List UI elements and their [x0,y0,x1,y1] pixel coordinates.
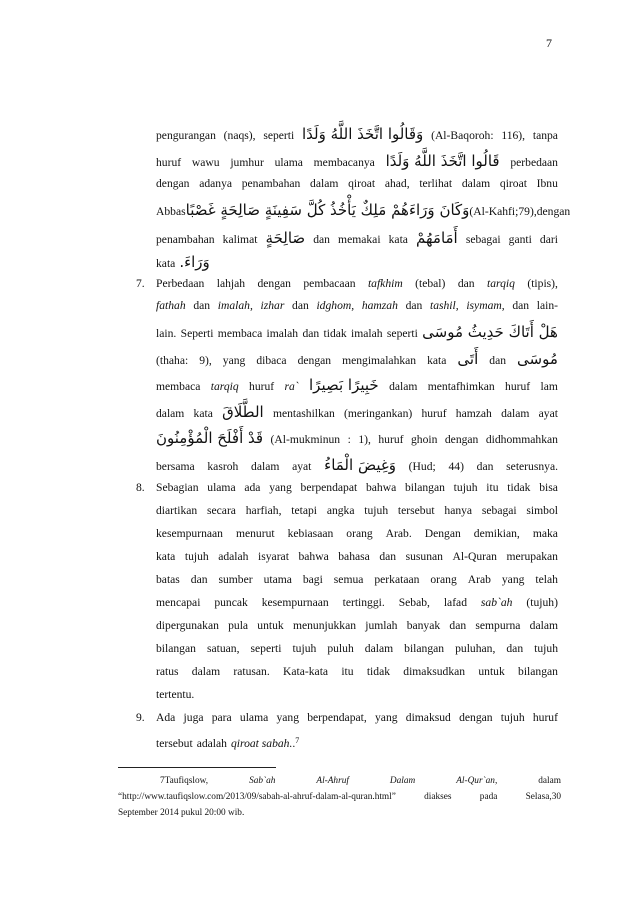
word: mentafhimkan [427,380,495,393]
word: 116), [501,129,526,142]
word: utama [263,573,292,586]
word: Perbedaan [156,277,205,290]
word: lain- [536,299,558,312]
word: dalam [156,407,185,420]
word: dan [405,299,423,312]
word: ulama [207,481,236,494]
word: lain. [156,327,177,340]
word: untuk [478,665,505,678]
word: dan [193,299,211,312]
word: yang [222,354,246,367]
word: tertinggi. [342,596,385,609]
text-line [156,402,558,422]
list-number: 9. [136,711,145,724]
word: dipergunakan [156,619,219,632]
text-line [156,593,558,613]
word: tidak [323,327,347,340]
text-line [156,708,558,728]
text-line [156,478,558,498]
word: membaca [156,380,201,393]
word: bisa [539,481,558,494]
word: Kata-kata [283,665,329,678]
word: ayat [538,407,558,420]
word: sebagai [481,504,517,517]
text-line [156,252,558,272]
word: imalah [351,327,383,340]
word: dibaca [256,354,287,367]
word: tujuh [500,711,525,724]
word: (Hud; [408,460,436,473]
word: (naqs), [223,129,256,142]
word: tersebut [156,737,193,750]
word: dalam [501,407,530,420]
word: Ada [156,711,176,724]
word: kasroh [207,460,239,473]
word: memakai [338,233,381,246]
word: dengan [536,205,571,218]
word: untuk [257,619,284,632]
text-line [156,616,558,636]
word: semua [333,573,364,586]
word: ahad, [384,177,410,190]
word: bahasa [338,550,370,563]
word: dalam [461,177,491,190]
word: kalimat [222,233,258,246]
word: 79), [518,205,537,218]
word: bilangan [404,481,445,494]
word: (tujuh) [526,596,558,609]
word: dimaksudkan [403,665,466,678]
word: qiroat [348,177,376,190]
word: dan [476,460,494,473]
word: qiroat [499,177,527,190]
word: merupakan [506,550,558,563]
arabic-verse: خَبِيرًا بَصِيرًا [309,376,379,394]
word: imalah, [217,299,253,312]
word: dan [506,642,524,655]
word: qiroat sabah..$^7$ [230,736,300,750]
word: batas [156,573,180,586]
text-line [156,455,558,475]
footnote-ref: 7 [295,736,300,745]
word: mencapai [156,596,201,609]
word: ada [244,481,261,494]
text-line [156,428,558,448]
arabic-word: أَمَامَهُمْ [416,229,458,247]
word: tashil, [429,299,459,312]
word: susunan [405,550,443,563]
word: Sab`ah [249,776,276,786]
text-line [156,322,558,342]
word: dimaksud [405,711,451,724]
word: 7Taufiqslow, [160,776,209,786]
word: (thaha: [156,354,189,367]
text-line [156,639,558,659]
word: angka [326,504,355,517]
word: yang [501,573,525,586]
text-line [156,547,558,567]
word: seperti [386,327,418,340]
word: bahwa [298,550,329,563]
word: (Al-mukminun [270,433,341,446]
word: ghoin [410,433,438,446]
word: dalam [529,619,558,632]
word: izhar [260,299,285,312]
word: berpendapat, [307,711,367,724]
arabic-verse: وَقَالُوا اتَّخَذَ اللَّهُ وَلَدًا [302,125,424,143]
word: ulama [239,711,269,724]
word: demikian, [473,527,520,540]
word: kesempurnaan [261,596,329,609]
word: Seperti [180,327,214,340]
word: pengurangan [156,129,216,142]
word: perbedaan [510,156,558,169]
word: Arab [467,573,491,586]
word: yang [269,481,292,494]
word: huruf [505,380,531,393]
word: Al-Qur`an, [456,776,498,786]
word: sempurna [475,619,521,632]
word: huruf [249,380,275,393]
word: Dengan [424,527,461,540]
word: dan [302,327,320,340]
word: dengan [257,277,291,290]
word: tarqiq [487,277,515,290]
word: dan [512,299,530,312]
word: adalah [196,737,227,750]
text-line [156,349,558,369]
word: bahwa [365,481,397,494]
word: Selasa,30 [525,792,561,802]
word: Ibnu [536,177,558,190]
word: jumhur [230,156,264,169]
arabic-verse: قَالُوا اتَّخَذَ اللَّهُ وَلَدًا [385,152,500,170]
word: September 2014 pukul 20:00 wib. [118,808,245,818]
list-number: 7. [136,277,145,290]
word: puluh [327,642,354,655]
word: Al-Quran [452,550,497,563]
word: huruf [378,433,404,446]
word: qiroat sabah. [230,737,293,750]
word: didhommahkan [485,433,558,446]
word: dan [379,550,397,563]
arabic-word: أَتَى [457,350,479,368]
arabic-word: الطَّلَاقَ [222,403,264,421]
word: terlihat [419,177,453,190]
word: huruf [421,407,447,420]
word: tetapi [291,504,318,517]
arabic-verse: وَغِيضَ الْمَاءُ [324,456,396,474]
word: Abbas [156,205,186,218]
text-line [156,200,571,220]
word: kata [388,233,408,246]
arabic-verse: هَلْ أَتَاكَ حَدِيثُ مُوسَى [422,323,558,341]
arabic-word: صَالِحَةٍ [265,229,306,247]
word: diartikan [156,504,198,517]
word: kata [427,354,447,367]
word: imalah [266,327,299,340]
text-line [156,296,558,316]
word: dan [489,354,507,367]
text-line [156,570,558,590]
text-line [156,375,558,395]
word: mentashilkan [272,407,335,420]
word: sebagai [465,233,501,246]
word: diakses [424,792,452,802]
word: isymam, [466,299,505,312]
word: idghom, [316,299,355,312]
word: tujuh [534,642,558,655]
word: kata [156,257,176,270]
word: menurut [235,527,275,540]
text-line [156,151,558,171]
word: telah [535,573,558,586]
word: membaca [217,327,263,340]
word: penambahan [241,177,301,190]
word: yang [276,711,299,724]
word: bilangan [404,642,445,655]
word: lahjah [216,277,246,290]
word: pada [479,792,498,802]
word: Sebab, [398,596,430,609]
word: juga [183,711,204,724]
word: : [347,433,351,446]
word: itu [486,481,499,494]
word: hamzah [361,299,398,312]
word: dan [190,573,208,586]
word: dalam [364,642,394,655]
word: dalam [191,665,221,678]
word: ulama [274,156,303,169]
word: harfiah, [245,504,282,517]
word: 44) [448,460,464,473]
footnote-line [160,773,561,789]
word: dan [449,619,467,632]
word: tujuh [364,504,389,517]
word: dengan [297,354,332,367]
word: lam [540,380,558,393]
word: bersama [156,460,195,473]
word: orang [346,527,373,540]
word: banyak [406,619,441,632]
word: satuan, [206,642,240,655]
word: para [211,711,232,724]
word: bilangan [156,642,196,655]
word: bagi [302,573,323,586]
word: dalam [538,776,561,786]
word: dalam [310,177,339,190]
word: (tipis), [527,277,558,290]
arabic-verse: قَدْ أَفْلَحَ الْمُؤْمِنُونَ [156,429,264,447]
word: membacanya [313,156,375,169]
word: huruf [532,711,558,724]
word: Dalam [389,776,416,786]
word: menunjukkan [292,619,357,632]
word: dari [539,233,558,246]
text-line [156,662,558,682]
word: orang [430,573,457,586]
word: dengan [444,433,479,446]
word: seperti [250,642,282,655]
word: dengan [156,177,190,190]
word: pembacaan [303,277,356,290]
footnote-line [118,805,561,821]
word: Arab. [385,527,412,540]
word: 9), [199,354,212,367]
word: maka [532,527,558,540]
word: ganti [508,233,532,246]
word: wawu [191,156,220,169]
word: tafkhim [367,277,403,290]
word: adalah [218,550,249,563]
word: dengan [459,711,493,724]
word: yang [375,711,398,724]
word: kebiasaan [287,527,334,540]
word: adanya [199,177,233,190]
word: hamzah [455,407,492,420]
word: tidak [507,481,531,494]
arabic-verse: وَكَانَ وَرَاءَهُمْ مَلِكٌ يَأْخُذُ كُلَّ سَفِينَةٍ صَالِحَةٍ غَصْبًا [185,201,470,219]
word: huruf [156,156,182,169]
word: tujuh [184,550,209,563]
word: penambahan [156,233,215,246]
word: dan [292,299,309,312]
word: pula [228,619,249,632]
word: simbol [526,504,558,517]
footnote-divider [118,767,276,768]
word: puncak [214,596,248,609]
word: perkataan [374,573,420,586]
word: kesempurnaan [156,527,223,540]
word: Sebagian [156,481,199,494]
word: (Al-Kahfi; [469,205,519,218]
word: kata [156,550,176,563]
word: jumlah [365,619,398,632]
arabic-word: وَرَاءَ. [179,253,210,271]
word: (tebal) [415,277,446,290]
text-line [156,501,558,521]
word: sab`ah [480,596,513,609]
footnote-url[interactable]: “http://www.taufiqslow.com/2013/09/sabah-al-ahruf-dalam-al-quran.html” [118,792,396,802]
word: itu [341,665,354,678]
word: tujuh [453,481,478,494]
text-line [156,524,558,544]
word: dalam [389,380,418,393]
word: isyarat [258,550,289,563]
word: bilangan [518,665,558,678]
word: tujuh [292,642,317,655]
word: fathah [156,299,186,312]
word: tertentu. [156,688,195,701]
word: dan [457,277,475,290]
word: (meringankan) [343,407,413,420]
list-number: 8. [136,481,145,494]
word: secara [207,504,236,517]
word: seperti [263,129,295,142]
text-line [156,124,558,144]
word: tersebut [397,504,435,517]
word: dan [313,233,330,246]
text-line [156,174,558,194]
page-number: 7 [546,36,552,50]
word: 1), [358,433,371,446]
word: ra` [284,380,299,393]
footnote-line [118,789,561,805]
text-line [156,274,558,294]
word: tarqiq [210,380,239,393]
word: tidak [366,665,391,678]
word: (Al-Baqoroh: [431,129,494,142]
word: seterusnya. [506,460,558,473]
word: ratus [156,665,179,678]
text-line [156,228,558,248]
word: tanpa [532,129,558,142]
text-line [156,731,558,751]
word: dalam [251,460,280,473]
word: berpendapat [300,481,358,494]
word: kata [193,407,213,420]
word: puluhan, [455,642,496,655]
word: Al-Ahruf [316,776,349,786]
word: mengimalahkan [342,354,417,367]
word: sumber [218,573,253,586]
text-line [156,685,558,705]
arabic-word: مُوسَى [517,350,558,368]
word: ayat [292,460,312,473]
word: hanya [444,504,473,517]
word: ratusan. [233,665,270,678]
word: lafad [443,596,467,609]
